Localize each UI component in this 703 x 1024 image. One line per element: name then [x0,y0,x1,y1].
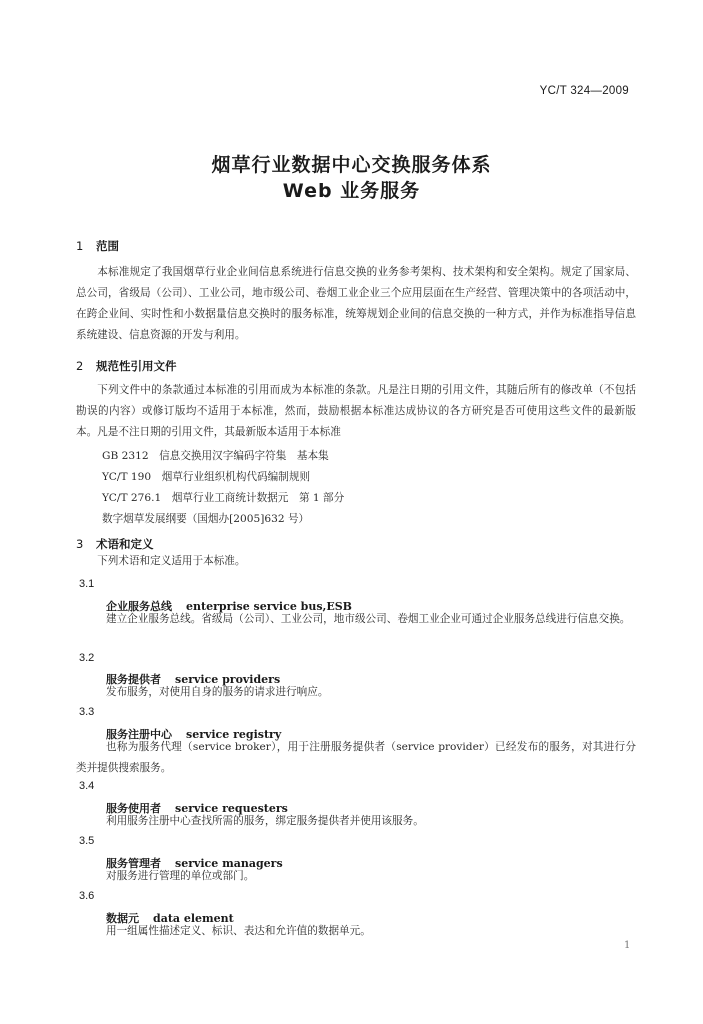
term-definition: 也称为服务代理（service broker），用于注册服务提供者（service provider）已经发布的服务，对其进行分类并提供搜索服务。 [76,741,636,774]
scope-paragraph: 本标准规定了我国烟草行业企业间信息系统进行信息交换的业务参考架构、技术架构和安全架构。规定了国家局、总公司，省级局（公司）、工业公司，地市级公司、卷烟工业企业三个应用层面在生产经营、管理决策中的各项活动中，在跨企业间、实时性和小数据量信息交换时的服务标准，统筹规划企业间的信息交换的一种方式，并作为标准指导信息系统建设、信息资源的开发与利用。 [76,266,636,341]
term-number: 3.6 [79,890,95,902]
term-cn: 服务提供者 [106,673,161,686]
section-title: 规范性引用文件 [96,359,177,373]
reference-item: 数字烟草发展纲要（国烟办[2005]632 号） [102,513,310,525]
standard-code: YC/T 324—2009 [539,85,629,97]
term-cn: 服务使用者 [106,802,161,815]
term-en: data element [153,912,234,925]
term-number: 3.2 [79,652,95,664]
term-en: service managers [175,857,283,870]
section-title: 范围 [96,239,119,253]
section-number: 2 [76,359,84,373]
document-title: 烟草行业数据中心交换服务体系 [211,154,492,176]
references-paragraph: 下列文件中的条款通过本标准的引用而成为本标准的条款。凡是注日期的引用文件，其随后所有的修改单（不包括勘误的内容）或修订版均不适用于本标准，然而，鼓励根据本标准达成协议的各方研究是否可使用这些文件的最新版本。凡是不注日期的引用文件，其最新版本适用于本标准 [76,384,636,438]
term-cn: 服务管理者 [106,857,161,870]
terms-intro: 下列术语和定义适用于本标准。 [97,555,246,567]
reference-item: YC/T 190 烟草行业组织机构代码编制规则 [102,471,311,483]
page-number: 1 [624,940,631,951]
term-en: service requesters [175,802,288,815]
term-definition: 用一组属性描述定义、标识、表达和允许值的数据单元。 [106,925,371,937]
term-cn: 数据元 [106,912,139,925]
term-cn: 企业服务总线 [106,600,172,613]
document-subtitle: Web 业务服务 [282,180,421,202]
term-number: 3.5 [79,835,95,847]
section-number: 1 [76,239,84,253]
section-title: 术语和定义 [96,537,154,551]
term-definition: 发布服务，对使用自身的服务的请求进行响应。 [106,686,329,698]
section-number: 3 [76,537,84,551]
term-number: 3.4 [79,780,95,792]
section-heading-scope [76,238,119,254]
term-en: enterprise service bus,ESB [186,600,352,613]
term-definition: 对服务进行管理的单位或部门。 [106,870,255,882]
section-heading-normative-references [76,358,177,374]
term-definition: 建立企业服务总线。省级局（公司）、工业公司，地市级公司、卷烟工业企业可通过企业服务总线进行信息交换。 [106,613,631,625]
term-number: 3.3 [79,706,95,718]
reference-item: GB 2312 信息交换用汉字编码字符集 基本集 [102,450,329,462]
term-en: service providers [175,673,281,686]
term-number: 3.1 [79,578,95,590]
section-heading-terms [76,536,154,552]
term-en: service registry [186,728,282,741]
reference-item: YC/T 276.1 烟草行业工商统计数据元 第 1 部分 [102,492,345,504]
term-cn: 服务注册中心 [106,728,172,741]
term-definition: 利用服务注册中心查找所需的服务，绑定服务提供者并使用该服务。 [106,815,424,827]
